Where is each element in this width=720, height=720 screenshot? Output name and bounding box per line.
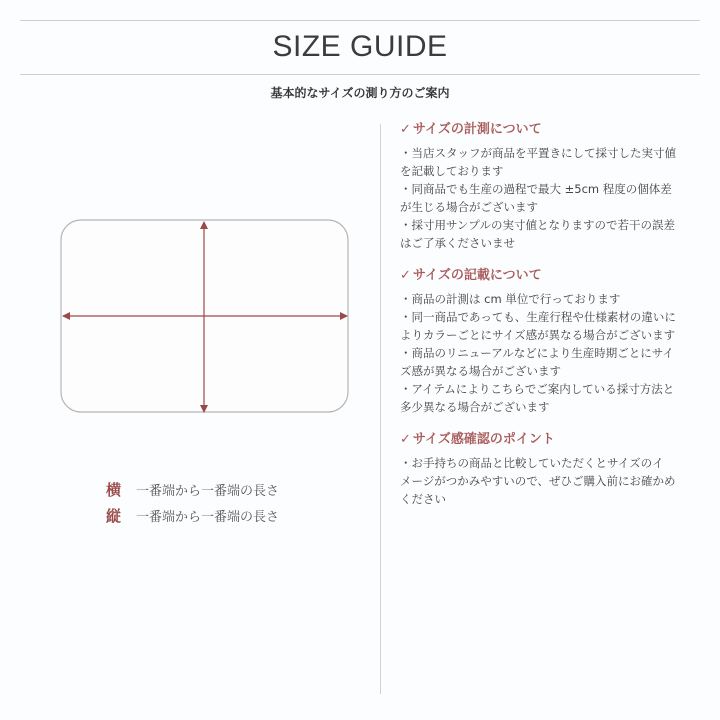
- measurement-diagram: [56, 214, 356, 420]
- legend-desc-height: 一番端から一番端の長さ: [136, 509, 280, 525]
- section-title: サイズの計測について: [412, 122, 542, 137]
- check-icon: ✓: [400, 432, 411, 447]
- list-item: を記載しております: [400, 164, 504, 178]
- section-fit-check: [400, 430, 700, 508]
- measurement-legend: [106, 476, 279, 528]
- list-item: が生じる場合がございます: [400, 200, 538, 214]
- section-heading: [400, 120, 700, 144]
- list-item: はご了承くださいませ: [400, 236, 515, 250]
- list-item: ・商品の計測は cm 単位で行っております: [400, 292, 621, 306]
- legend-key-width: 横: [106, 480, 122, 499]
- section-title: サイズの記載について: [412, 268, 542, 283]
- list-item: ・採寸用サンプルの実寸値となりますので若干の誤差: [400, 218, 675, 232]
- list-item: ください: [400, 492, 446, 506]
- section-title: サイズ感確認のポイント: [412, 432, 555, 447]
- legend-desc-width: 一番端から一番端の長さ: [136, 483, 280, 499]
- list-item: ・当店スタッフが商品を平置きにして採寸した実寸値: [400, 146, 676, 160]
- list-item: ・商品のリニューアルなどにより生産時期ごとにサイ: [400, 346, 674, 360]
- check-icon: ✓: [400, 268, 411, 283]
- section-heading: [400, 430, 700, 454]
- list-item: メージがつかみやすいので、ぜひご購入前にお確かめ: [400, 474, 676, 488]
- list-item: よりカラーごとにサイズ感が異なる場合がございます: [400, 328, 676, 342]
- list-item: ・同一商品であっても、生産行程や仕様素材の違いに: [400, 310, 676, 324]
- column-divider: [380, 124, 381, 694]
- page-subtitle: 基本的なサイズの測り方のご案内: [270, 86, 450, 100]
- notes-column: [400, 120, 700, 522]
- list-item: ・お手持ちの商品と比較していただくとサイズのイ: [400, 456, 664, 470]
- section-heading: [400, 266, 700, 290]
- top-rule: [20, 20, 700, 21]
- legend-row-height: [106, 502, 279, 528]
- check-icon: ✓: [400, 122, 411, 137]
- page-title: SIZE GUIDE: [272, 30, 448, 63]
- title-underline-rule: [20, 74, 700, 75]
- list-item: ・同商品でも生産の過程で最大 ±5cm 程度の個体差: [400, 182, 672, 196]
- legend-key-height: 縦: [106, 506, 122, 525]
- section-measurement: [400, 120, 700, 252]
- list-item: 多少異なる場合がございます: [400, 400, 550, 414]
- section-notation: [400, 266, 700, 416]
- list-item: ズ感が異なる場合がございます: [400, 364, 561, 378]
- legend-row-width: [106, 476, 279, 502]
- list-item: ・アイテムによりこちらでご案内している採寸方法と: [400, 382, 675, 396]
